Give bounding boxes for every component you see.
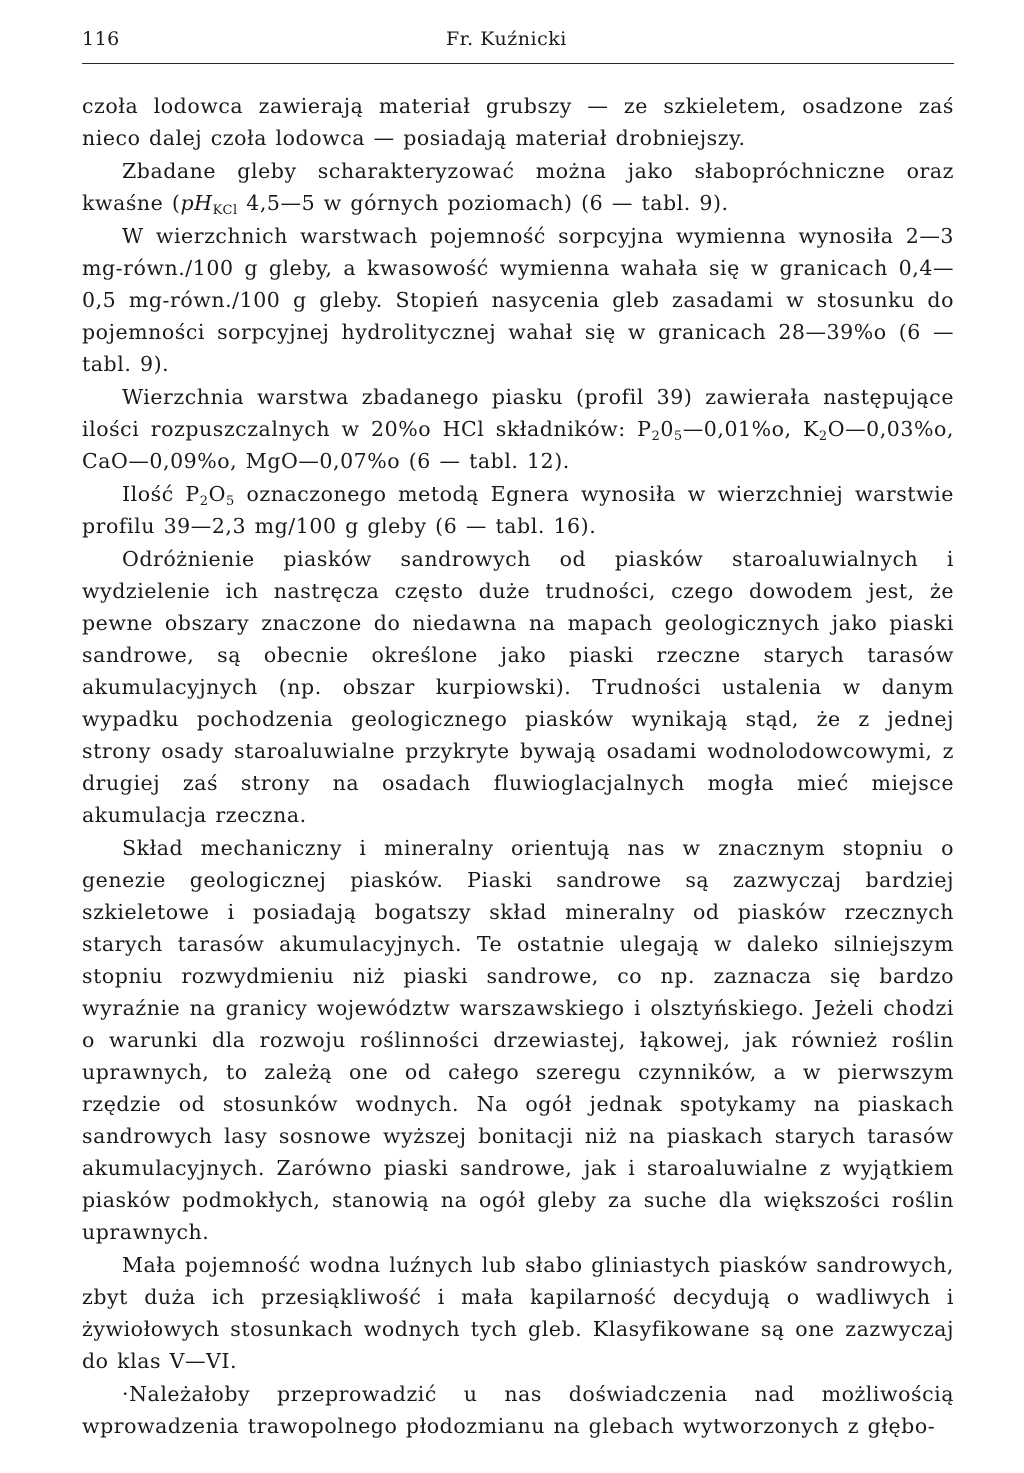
- paragraph-3: W wierzchnich warstwach pojemność sorpcyjna wymienna wynosiła 2—3 mg-równ./100 g gleby, a kwasowość wymienna wahała się w granicach 0,4—0,5 mg-równ./100 g gleby. Stopień nasycenia gleb zasadami w stosunku do pojemności sorpcyjnej hydrolitycznej wahał się w granicach 28—39%o (6 — tabl. 9).: [82, 224, 954, 376]
- running-head: [82, 28, 954, 62]
- paragraph-9: ·Należałoby przeprowadzić u nas doświadczenia nad możliwością wprowadzenia trawopolnego płodozmianu na glebach wytworzonych z głębo-: [82, 1382, 954, 1438]
- paragraph-7: Skład mechaniczny i mineralny orientują nas w znacznym stopniu o genezie geologicznej piasków. Piaski sandrowe są zazwyczaj bardziej szkieletowe i posiadają bogatszy skład mineralny od piasków rzecznych starych tarasów akumulacyjnych. Te ostatnie ulegają w daleko silniejszym stopniu rozwydmieniu niż piaski sandrowe, co np. zaznacza się bardzo wyraźnie na granicy województw warszawskiego i olsztyńskiego. Jeżeli chodzi o warunki dla rozwoju roślinności drzewiastej, łąkowej, jak również roślin uprawnych, to zależą one od całego szeregu czynników, a w pierwszym rzędzie od stosunków wodnych. Na ogół jednak spotykamy na piaskach sandrowych lasy sosnowe wyższej bonitacji niż na piaskach starych tarasów akumulacyjnych. Zarówno piaski sandrowe, jak i staroaluwialne z wyjątkiem piasków podmokłych, stanowią na ogół gleby za suche dla większości roślin uprawnych.: [82, 836, 954, 1244]
- paragraph-1: czoła lodowca zawierają materiał grubszy — ze szkieletem, osadzone zaś nieco dalej czoła lodowca — posiadają materiał drobniejszy.: [82, 94, 954, 150]
- body-text: [82, 90, 954, 1443]
- page-number: 116: [82, 28, 120, 50]
- header-rule: [82, 63, 954, 64]
- running-head-author: Fr. Kuźnicki: [446, 28, 567, 50]
- paragraph-2: Zbadane gleby scharakteryzować można jako słabopróchniczne oraz kwaśne ($pH_{KCl}$ 4,5—5 w górnych poziomach) (6 — tabl. 9).: [82, 159, 954, 218]
- paragraph-5: Ilość $P_2O_5$ oznaczonego metodą Egnera wynosiła w wierzchniej warstwie profilu 39—2,3 mg/100 g gleby (6 — tabl. 16).: [82, 482, 954, 538]
- paragraph-8: Mała pojemność wodna luźnych lub słabo gliniastych piasków sandrowych, zbyt duża ich przesiąkliwość i mała kapilarność decydują o wadliwych i żywiołowych stosunkach wodnych tych gleb. Klasyfikowane są one zazwyczaj do klas V—VI.: [82, 1253, 954, 1373]
- book-page: [82, 28, 954, 1438]
- paragraph-4: Wierzchnia warstwa zbadanego piasku (profil 39) zawierała następujące ilości rozpuszczalnych w 20%o HCl składników: $P_20_5—0,01\%o$, $K_2O—0,03\%o$, CaO—0,09%o, MgO—0,07%o (6 — tabl. 12).: [82, 385, 954, 473]
- paragraph-6: Odróżnienie piasków sandrowych od piasków staroaluwialnych i wydzielenie ich nastręcza często duże trudności, czego dowodem jest, że pewne obszary znaczone do niedawna na mapach geologicznych jako piaski sandrowe, są obecnie określone jako piaski rzeczne starych tarasów akumulacyjnych (np. obszar kurpiowski). Trudności ustalenia w danym wypadku pochodzenia geologicznego piasków wynikają stąd, że z jednej strony osady staroaluwialne przykryte bywają osadami wodnolodowcowymi, z drugiej zaś strony na osadach fluwioglacjalnych mogła mieć miejsce akumulacja rzeczna.: [82, 547, 954, 827]
